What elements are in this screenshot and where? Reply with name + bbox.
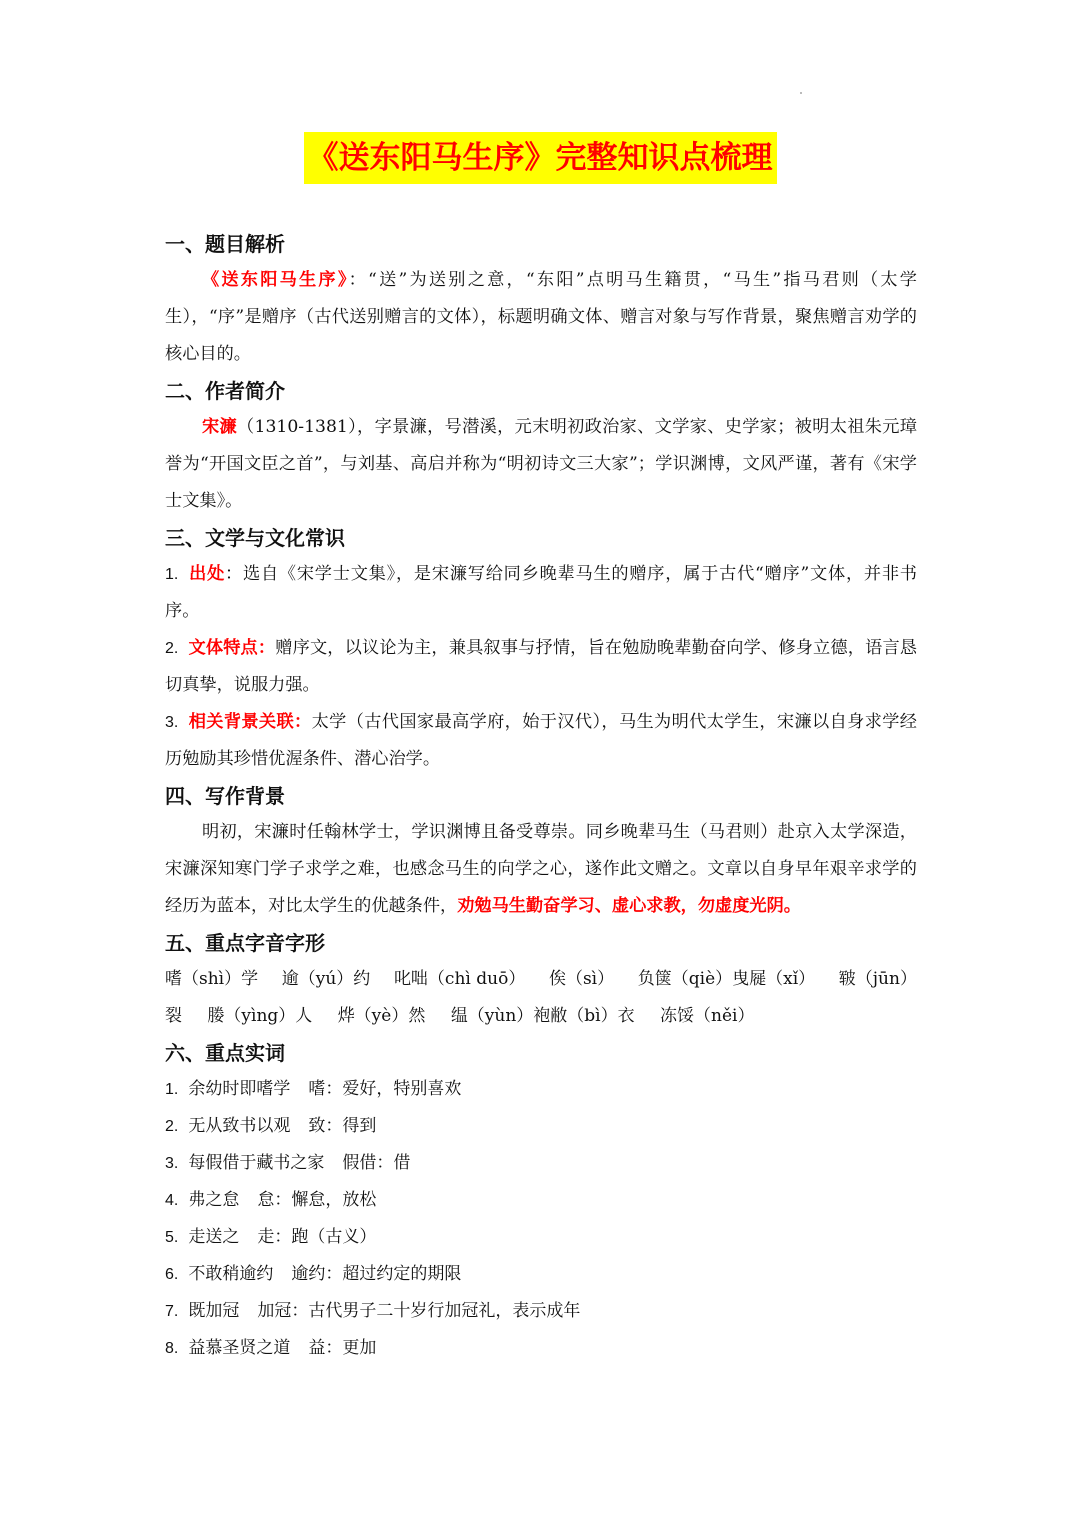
- vocab-gloss: 嗜：爱好，特别喜欢: [308, 1079, 462, 1099]
- item-number: 3.: [165, 1155, 179, 1172]
- item-number: 7.: [165, 1303, 179, 1320]
- item-number: 4.: [165, 1192, 179, 1209]
- item-number: 2.: [165, 1118, 179, 1135]
- vocab-item: [165, 1182, 917, 1219]
- item-label: 相关背景关联：: [188, 712, 312, 732]
- section-heading-1: 一、题目解析: [165, 232, 285, 256]
- author-paragraph: [165, 409, 917, 520]
- item-text: 太学（古代国家最高学府，始于汉代），马生为明代太学生，宋濂以自身求学经历勉励其珍惜优渥条件、潜心治学。: [165, 712, 917, 769]
- author-name: 宋濂: [202, 417, 238, 437]
- vocab-phrase: 弗之怠: [188, 1190, 240, 1210]
- pronunciation-row-2: [165, 998, 917, 1035]
- vocab-item: [165, 1145, 917, 1182]
- item-number: 2.: [165, 640, 179, 657]
- item-number: 5.: [165, 1229, 179, 1246]
- vocab-item: [165, 1071, 917, 1108]
- list-item: [165, 704, 917, 778]
- vocab-gloss: 致：得到: [308, 1116, 377, 1136]
- pronunciation-item: 烨（yè）然: [337, 1006, 426, 1026]
- vocab-gloss: 益：更加: [308, 1338, 377, 1358]
- item-number: 1.: [165, 566, 179, 583]
- vocab-phrase: 余幼时即嗜学: [188, 1079, 291, 1099]
- vocab-item: [165, 1293, 917, 1330]
- background-paragraph: [165, 814, 917, 925]
- vocab-phrase: 既加冠: [188, 1301, 240, 1321]
- pronunciation-item: 冻馁（něi）: [660, 1006, 755, 1026]
- paragraph-text: （1310-1381），字景濂，号潜溪，元末明初政治家、文学家、史学家；被明太祖朱元璋誉为“开国文臣之首”，与刘基、高启并称为“明初诗文三大家”；学识渊博，文风严谨，著有《宋学士文集》。: [165, 417, 917, 511]
- title-wrap: [0, 132, 1080, 184]
- pronunciation-item: 裂: [165, 1006, 182, 1026]
- vocab-phrase: 每假借于藏书之家: [188, 1153, 325, 1173]
- item-text: 赠序文，以议论为主，兼具叙事与抒情，旨在勉励晚辈勤奋向学、修身立德，语言恳切真挚，说服力强。: [165, 638, 917, 695]
- vocab-gloss: 假借：借: [342, 1153, 411, 1173]
- vocab-gloss: 怠：懈怠，放松: [257, 1190, 377, 1210]
- highlight-term: 《送东阳马生序》: [202, 270, 349, 290]
- section-heading-5: 五、重点字音字形: [165, 931, 325, 955]
- section-heading-3: 三、文学与文化常识: [165, 526, 345, 550]
- item-number: 8.: [165, 1340, 179, 1357]
- vocab-item: [165, 1219, 917, 1256]
- vocab-phrase: 走送之: [188, 1227, 240, 1247]
- section-heading-2: 二、作者简介: [165, 379, 285, 403]
- vocab-gloss: 走：跑（古义）: [257, 1227, 377, 1247]
- list-item: [165, 556, 917, 630]
- pronunciation-item: 嗜（shì）学: [165, 969, 259, 989]
- item-text: ：选自《宋学士文集》，是宋濂写给同乡晚辈马生的赠序，属于古代“赠序”文体，并非书序。: [165, 564, 917, 621]
- vocab-gloss: 加冠：古代男子二十岁行加冠礼，表示成年: [257, 1301, 581, 1321]
- content: [165, 226, 917, 1367]
- section-heading-4: 四、写作背景: [165, 784, 285, 808]
- pronunciation-item: 俟（sì）: [548, 969, 615, 989]
- pronunciation-item: 负箧（qiè）曳屣（xǐ）: [637, 969, 816, 989]
- vocab-gloss: 逾约：超过约定的期限: [291, 1264, 462, 1284]
- paragraph-text: ：“送”为送别之意，“东阳”点明马生籍贯，“马生”指马君则（太学生），“序”是赠序（古代送别赠言的文体），标题明确文体、赠言对象与写作背景，聚焦赠言劝学的核心目的。: [165, 270, 917, 364]
- section-heading-6: 六、重点实词: [165, 1041, 285, 1065]
- vocab-item: [165, 1330, 917, 1367]
- item-number: 3.: [165, 714, 179, 731]
- pronunciation-item: 媵（yìng）人: [207, 1006, 313, 1026]
- list-item: [165, 630, 917, 704]
- vocab-phrase: 益慕圣贤之道: [188, 1338, 291, 1358]
- item-label: 出处: [188, 564, 226, 584]
- item-number: 6.: [165, 1266, 179, 1283]
- vocab-item: [165, 1256, 917, 1293]
- decorative-dot: [800, 92, 802, 94]
- pronunciation-item: 皲（jūn）: [838, 969, 917, 989]
- vocab-item: [165, 1108, 917, 1145]
- pronunciation-item: 缊（yùn）袍敝（bì）衣: [450, 1006, 635, 1026]
- vocab-phrase: 不敢稍逾约: [188, 1264, 274, 1284]
- title-analysis-paragraph: [165, 262, 917, 373]
- pronunciation-row-1: [165, 961, 917, 998]
- pronunciation-item: 叱咄（chì duō）: [393, 969, 526, 989]
- vocab-phrase: 无从致书以观: [188, 1116, 291, 1136]
- highlight-text: 劝勉马生勤奋学习、虚心求教，勿虚度光阴。: [457, 896, 801, 916]
- paragraph-text: 明初，宋濂时任翰林学士，学识渊博且备受尊崇。同乡晚辈马生（马君则）赴京入太学深造，宋濂深知寒门学子求学之难，也感念马生的向学之心，遂作此文赠之。文章以自身早年艰辛求学的经历为蓝本，对比太学生的优越条件，: [165, 822, 917, 916]
- item-label: 文体特点：: [188, 638, 276, 658]
- page-title: 《送东阳马生序》完整知识点梳理: [304, 132, 777, 184]
- item-number: 1.: [165, 1081, 179, 1098]
- pronunciation-item: 逾（yú）约: [281, 969, 371, 989]
